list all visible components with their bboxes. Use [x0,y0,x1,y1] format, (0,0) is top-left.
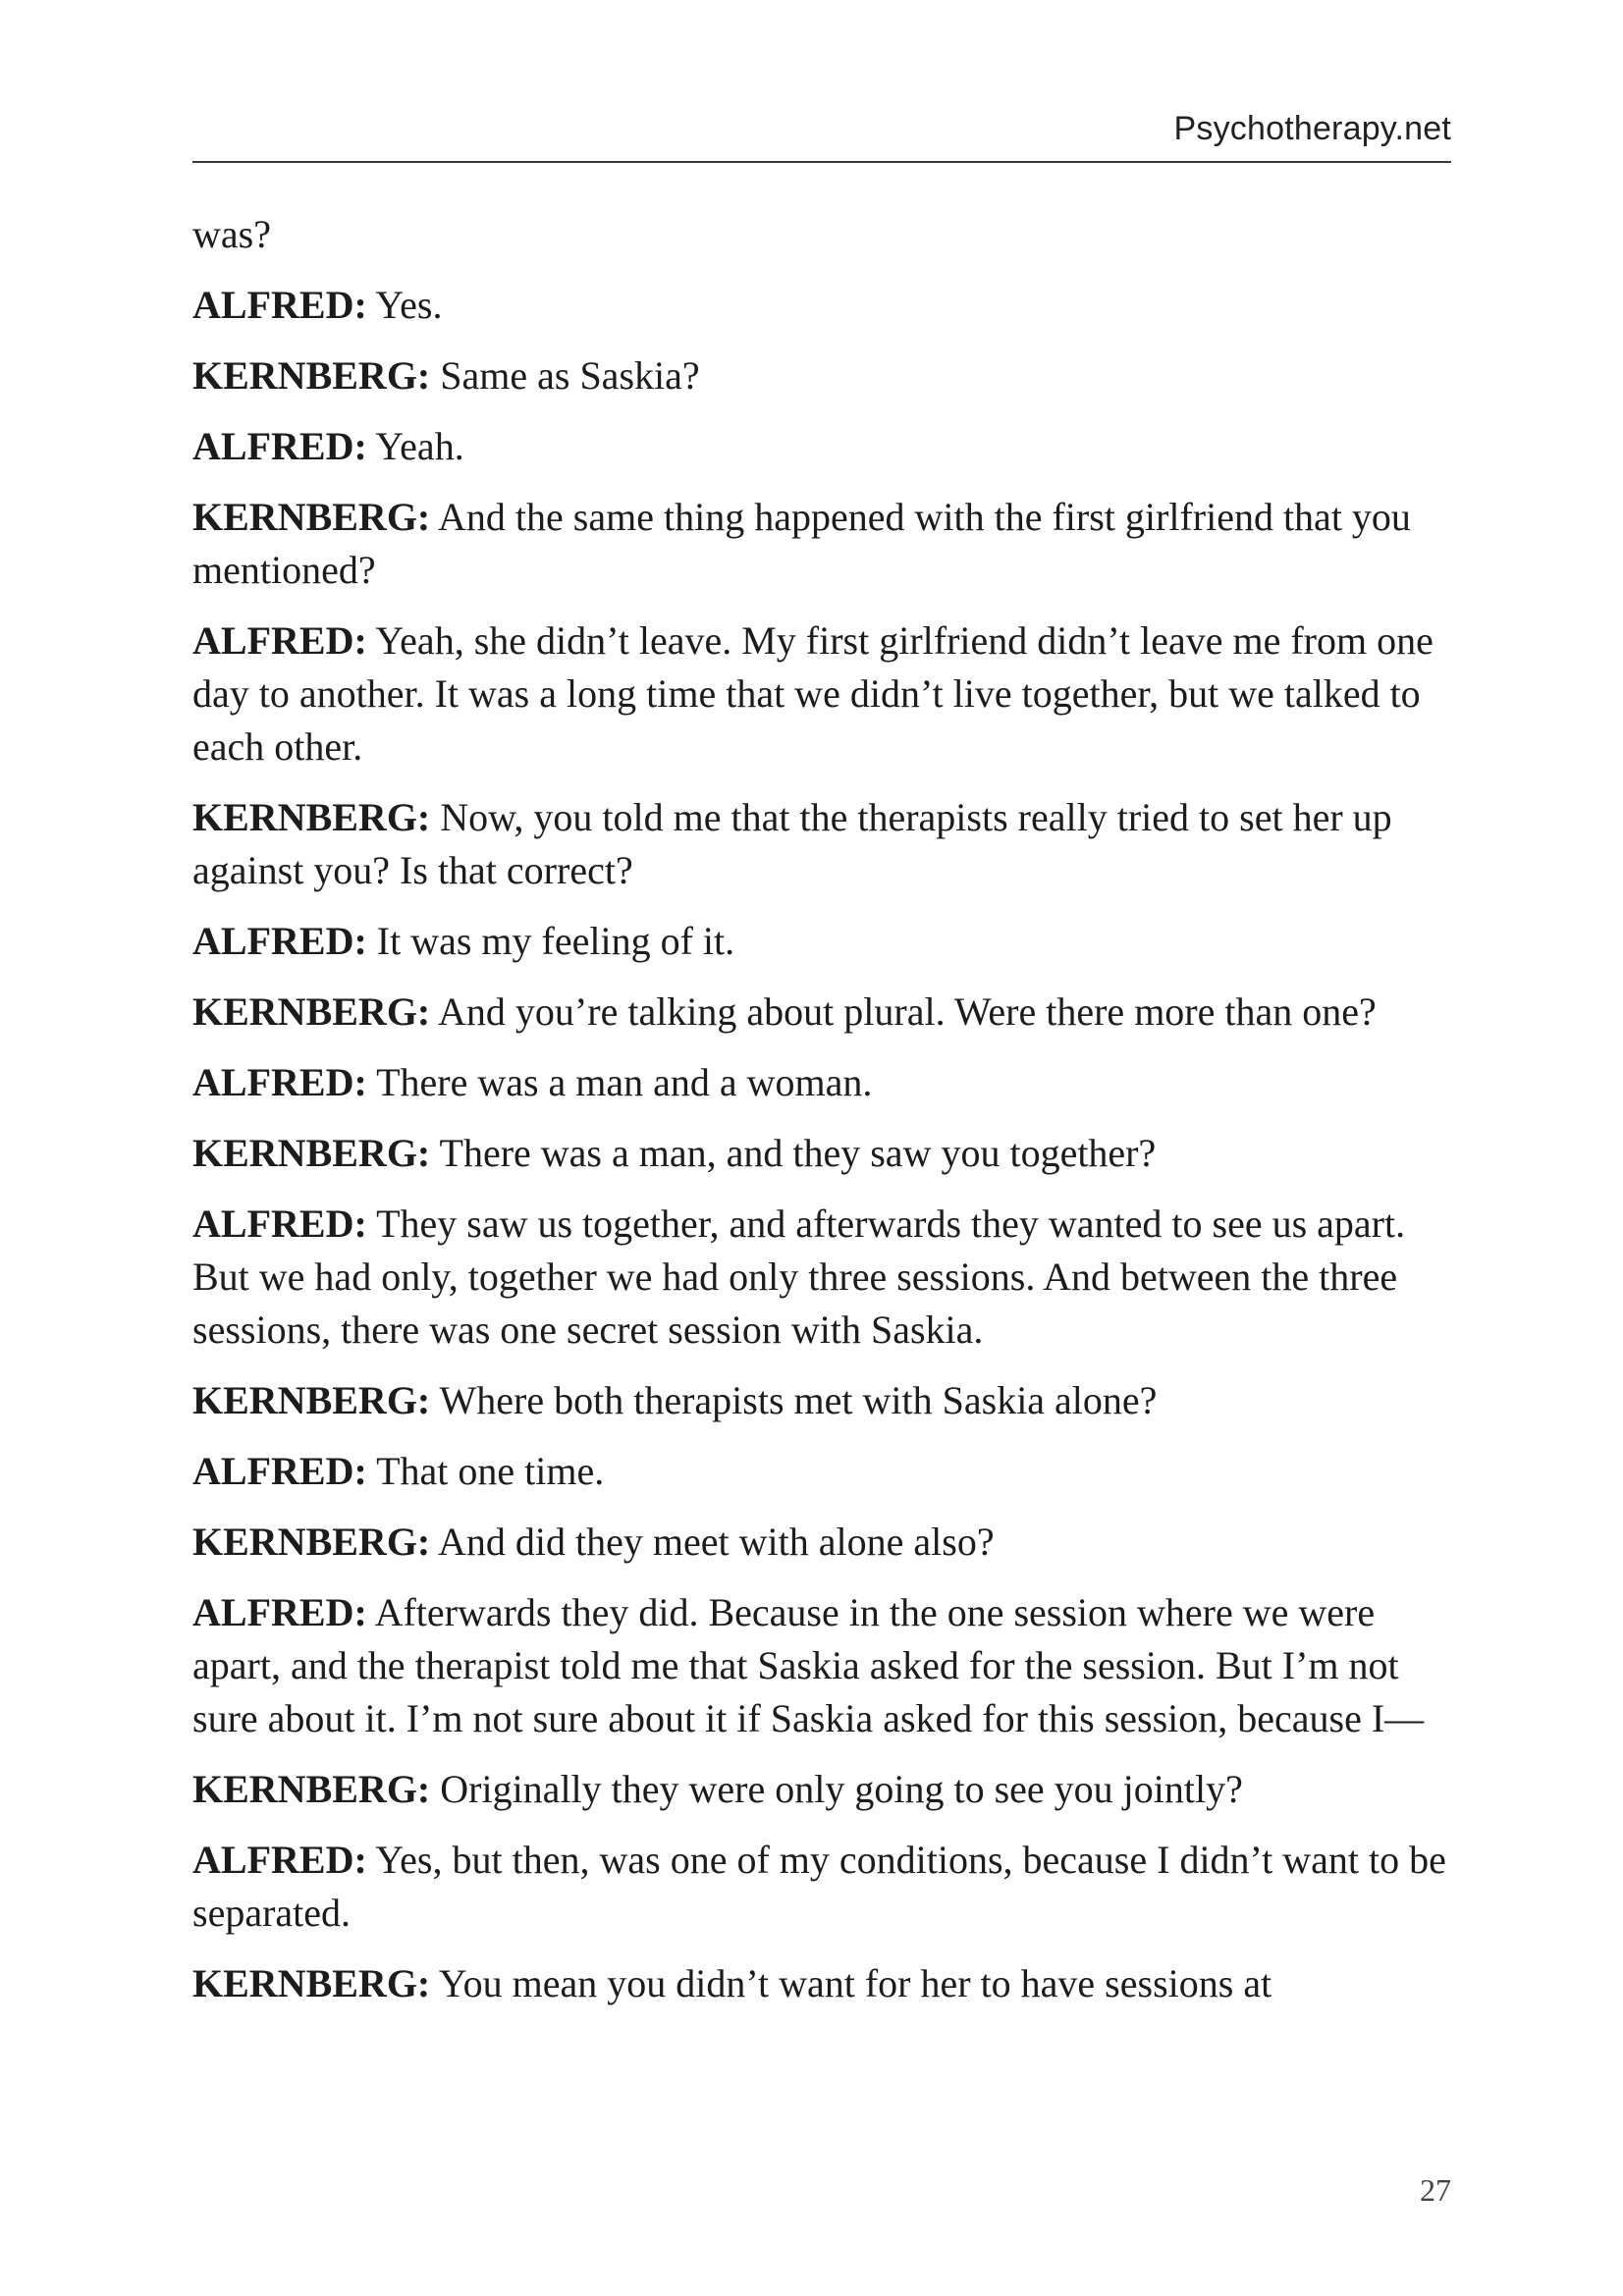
speaker-label: ALFRED: [192,283,367,327]
speaker-label: KERNBERG: [192,1378,431,1422]
speaker-label: KERNBERG: [192,989,431,1034]
speaker-label: KERNBERG: [192,495,431,539]
transcript-paragraph [192,420,1459,473]
transcript-body [192,208,1459,2028]
speaker-label: ALFRED: [192,1449,367,1493]
dialogue-text: Same as Saskia? [440,353,700,398]
transcript-paragraph [192,1127,1459,1180]
dialogue-text: You mean you didn’t want for her to have sessions at [438,1961,1272,2005]
transcript-paragraph [192,1516,1459,1569]
transcript-paragraph [192,1198,1459,1357]
dialogue-text: That one time. [376,1449,605,1493]
transcript-paragraph [192,349,1459,402]
speaker-label: ALFRED: [192,1838,367,1882]
transcript-paragraph [192,986,1459,1039]
transcript-paragraph [192,1445,1459,1498]
dialogue-text: Yes. [375,283,443,327]
transcript-paragraph [192,1957,1459,2010]
page-number: 27 [1420,2172,1451,2208]
speaker-label: ALFRED: [192,424,367,468]
dialogue-text: They saw us together, and afterwards they wanted to see us apart. But we had only, together we had only three sessions. And between the three sessions, there was one secret session with Saskia. [192,1201,1406,1352]
transcript-paragraph [192,915,1459,968]
dialogue-text: There was a man, and they saw you together? [439,1131,1157,1175]
transcript-paragraph [192,1056,1459,1109]
speaker-label: KERNBERG: [192,1520,431,1564]
transcript-paragraph [192,1763,1459,1816]
transcript-paragraph [192,208,1459,261]
header-site-name: Psychotherapy.net [1173,110,1451,147]
dialogue-text: was? [192,212,271,256]
dialogue-text: Now, you told me that the therapists really tried to set her up against you? Is that correct? [192,795,1392,892]
dialogue-text: And did they meet with alone also? [438,1520,995,1564]
transcript-paragraph [192,491,1459,597]
dialogue-text: Yes, but then, was one of my conditions, because I didn’t want to be separated. [192,1838,1446,1935]
transcript-paragraph [192,1834,1459,1940]
dialogue-text: Originally they were only going to see you jointly? [440,1767,1243,1811]
transcript-paragraph [192,614,1459,774]
dialogue-text: Yeah, she didn’t leave. My first girlfriend didn’t leave me from one day to another. It was a long time that we didn’t live together, but we talked to each other. [192,618,1434,769]
dialogue-text: And you’re talking about plural. Were there more than one? [438,989,1377,1034]
speaker-label: KERNBERG: [192,795,431,839]
speaker-label: ALFRED: [192,919,367,963]
speaker-label: ALFRED: [192,1201,367,1246]
dialogue-text: Yeah. [375,424,464,468]
speaker-label: KERNBERG: [192,1767,431,1811]
transcript-paragraph [192,791,1459,897]
speaker-label: KERNBERG: [192,353,431,398]
dialogue-text: And the same thing happened with the first girlfriend that you mentioned? [192,495,1411,592]
speaker-label: KERNBERG: [192,1131,431,1175]
transcript-paragraph [192,279,1459,332]
dialogue-text: Afterwards they did. Because in the one session where we were apart, and the therapist told me that Saskia asked for the session. But I’m not sure about it. I’m not sure about it if Saskia asked for this session, because I— [192,1590,1425,1740]
speaker-label: ALFRED: [192,1590,367,1634]
speaker-label: ALFRED: [192,618,367,663]
page-header [192,106,1451,163]
transcript-paragraph [192,1586,1459,1745]
dialogue-text: It was my feeling of it. [376,919,735,963]
speaker-label: ALFRED: [192,1060,367,1104]
dialogue-text: There was a man and a woman. [376,1060,873,1104]
transcript-paragraph [192,1374,1459,1427]
speaker-label: KERNBERG: [192,1961,431,2005]
dialogue-text: Where both therapists met with Saskia alone? [439,1378,1158,1422]
